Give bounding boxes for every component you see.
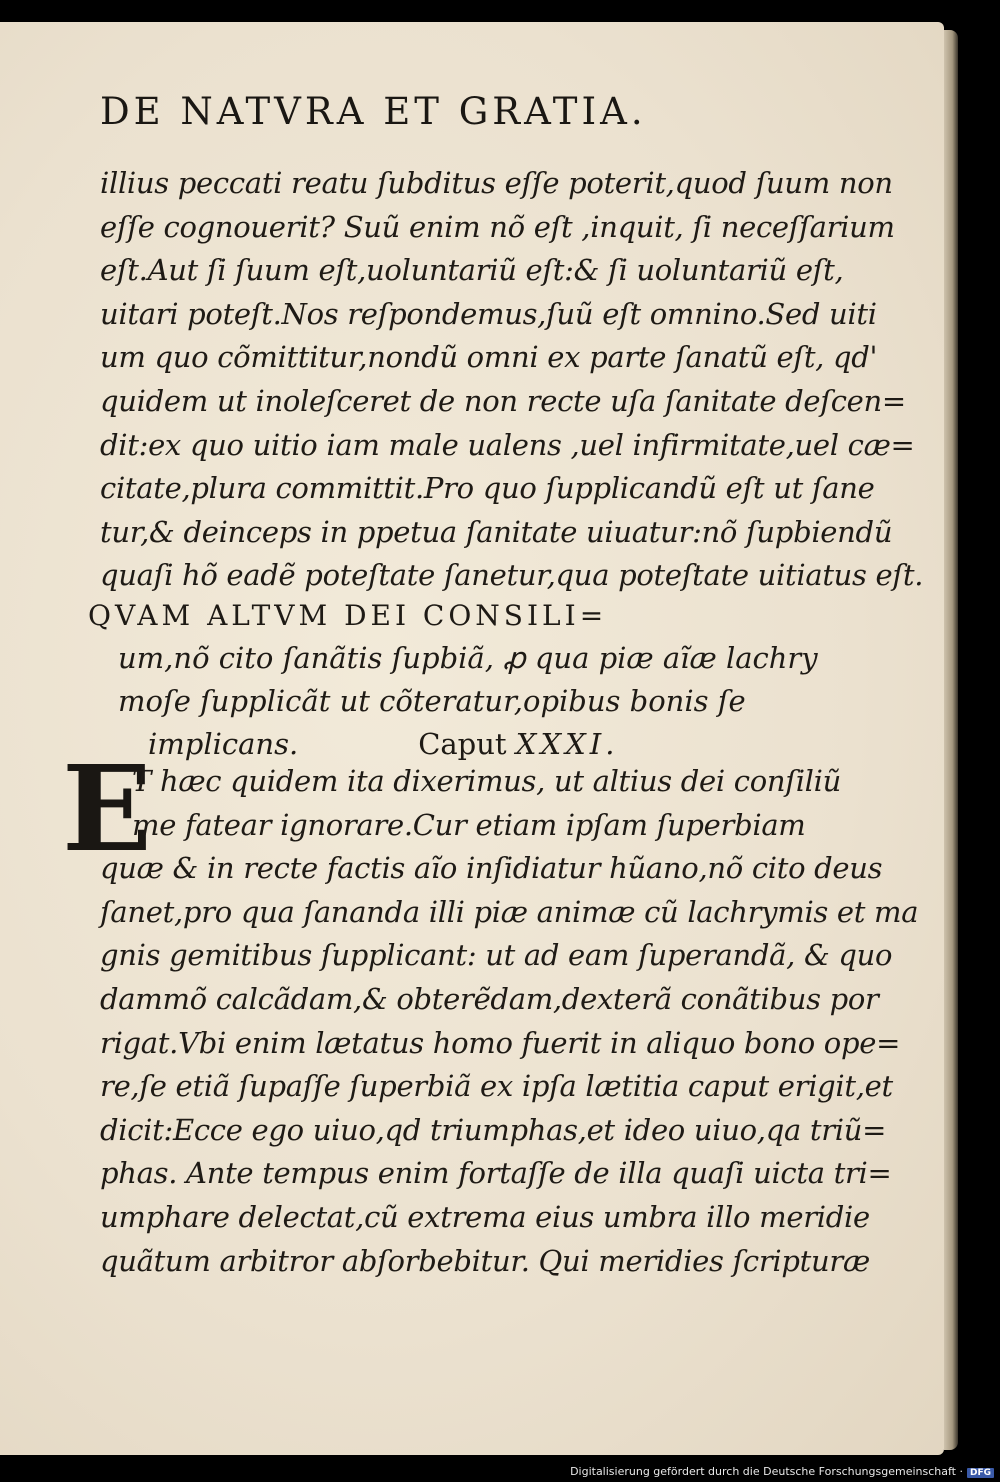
drop-cap-initial: E [62,739,152,878]
text-line: T hæc quidem ita dixerimus, ut altius dei conſiliũ [132,764,841,798]
chapter-number: XXXI. [515,727,619,761]
chapter-caput-label: Caput [418,727,507,761]
chapter-heading-line: um,nõ cito ſanãtis ſupbiã, ꝓ qua piæ aĩæ lachry [118,641,818,675]
text-line: citate,plura committit.Pro quo ſupplicandũ eſt ut ſane [100,471,875,506]
text-line: quæ & in recte factis aĩo inſidiatur hũano,nõ cito deus [100,851,883,886]
text-line: umphare delectat,cũ extrema eius umbra illo meridie [100,1199,870,1234]
chapter-heading-line: moſe ſupplicãt ut cõteratur,opibus bonis ſe [118,684,746,718]
text-line: um quo cõmittitur,nondũ omni ex parte ſanatũ eſt, qd' [100,340,878,375]
chapter-heading [88,594,818,766]
footer-text: Digitalisierung gefördert durch die Deutsche Forschungsgemeinschaft · [570,1465,963,1478]
chapter-heading-text: implicans. [148,727,299,761]
text-line: tur,& deinceps in ppetua ſanitate uiuatur:nõ ſupbiendũ [100,514,893,549]
text-line: quãtum arbitror abſorbebitur. Qui meridies ſcripturæ [100,1243,870,1278]
text-line: illius peccati reatu ſubditus eſſe poterit,quod ſuum non [100,166,893,200]
text-line: ſanet,pro qua ſananda illi piæ animæ cũ lachrymis et ma [100,894,919,929]
page-edge [944,30,958,1450]
text-line: re,ſe etiã ſupaſſe ſuperbiã ex ipſa lætitia caput erigit,et [100,1069,893,1104]
book-page [0,22,944,1455]
text-line: dammõ calcãdam,& obterẽdam,dexterã conãtibus por [100,981,879,1016]
paragraph-2 [100,760,919,1283]
digitization-footer [570,1465,994,1478]
text-line: eſſe cognouerit? Suũ enim nõ eſt ,inquit, ſi neceſſarium [100,209,895,244]
text-line: phas. Ante tempus enim fortaſſe de illa quaſi uicta tri= [100,1156,892,1191]
text-line: quaſi hõ eadẽ poteſtate ſanetur,qua poteſtate uitiatus eſt. [100,558,924,593]
text-line: quidem ut inoleſceret de non recte uſa ſanitate deſcen= [100,383,906,418]
dfg-logo: DFG [967,1468,994,1478]
text-line: uitari poteſt.Nos reſpondemus,ſuũ eſt omnino.Sed uiti [100,296,877,331]
running-head: DE NATVRA ET GRATIA. [100,90,647,133]
chapter-heading-line: QVAM ALTVM DEI CONSILI= [88,599,608,632]
text-line: dicit:Ecce ego uiuo,qd triumphas,et ideo uiuo,qa triũ= [100,1112,887,1147]
text-line: rigat.Vbi enim lætatus homo fuerit in aliquo bono ope= [100,1025,901,1060]
text-line: dit:ex quo uitio iam male ualens ,uel infirmitate,uel cæ= [100,427,915,462]
text-line: gnis gemitibus ſupplicant: ut ad eam ſuperandã, & quo [100,938,893,973]
text-line: eſt.Aut ſi ſuum eſt,uoluntariũ eſt:& ſi uoluntariũ eſt, [100,253,844,288]
paragraph-1 [100,162,924,598]
text-line: me fatear ignorare.Cur etiam ipſam ſuperbiam [132,807,806,842]
